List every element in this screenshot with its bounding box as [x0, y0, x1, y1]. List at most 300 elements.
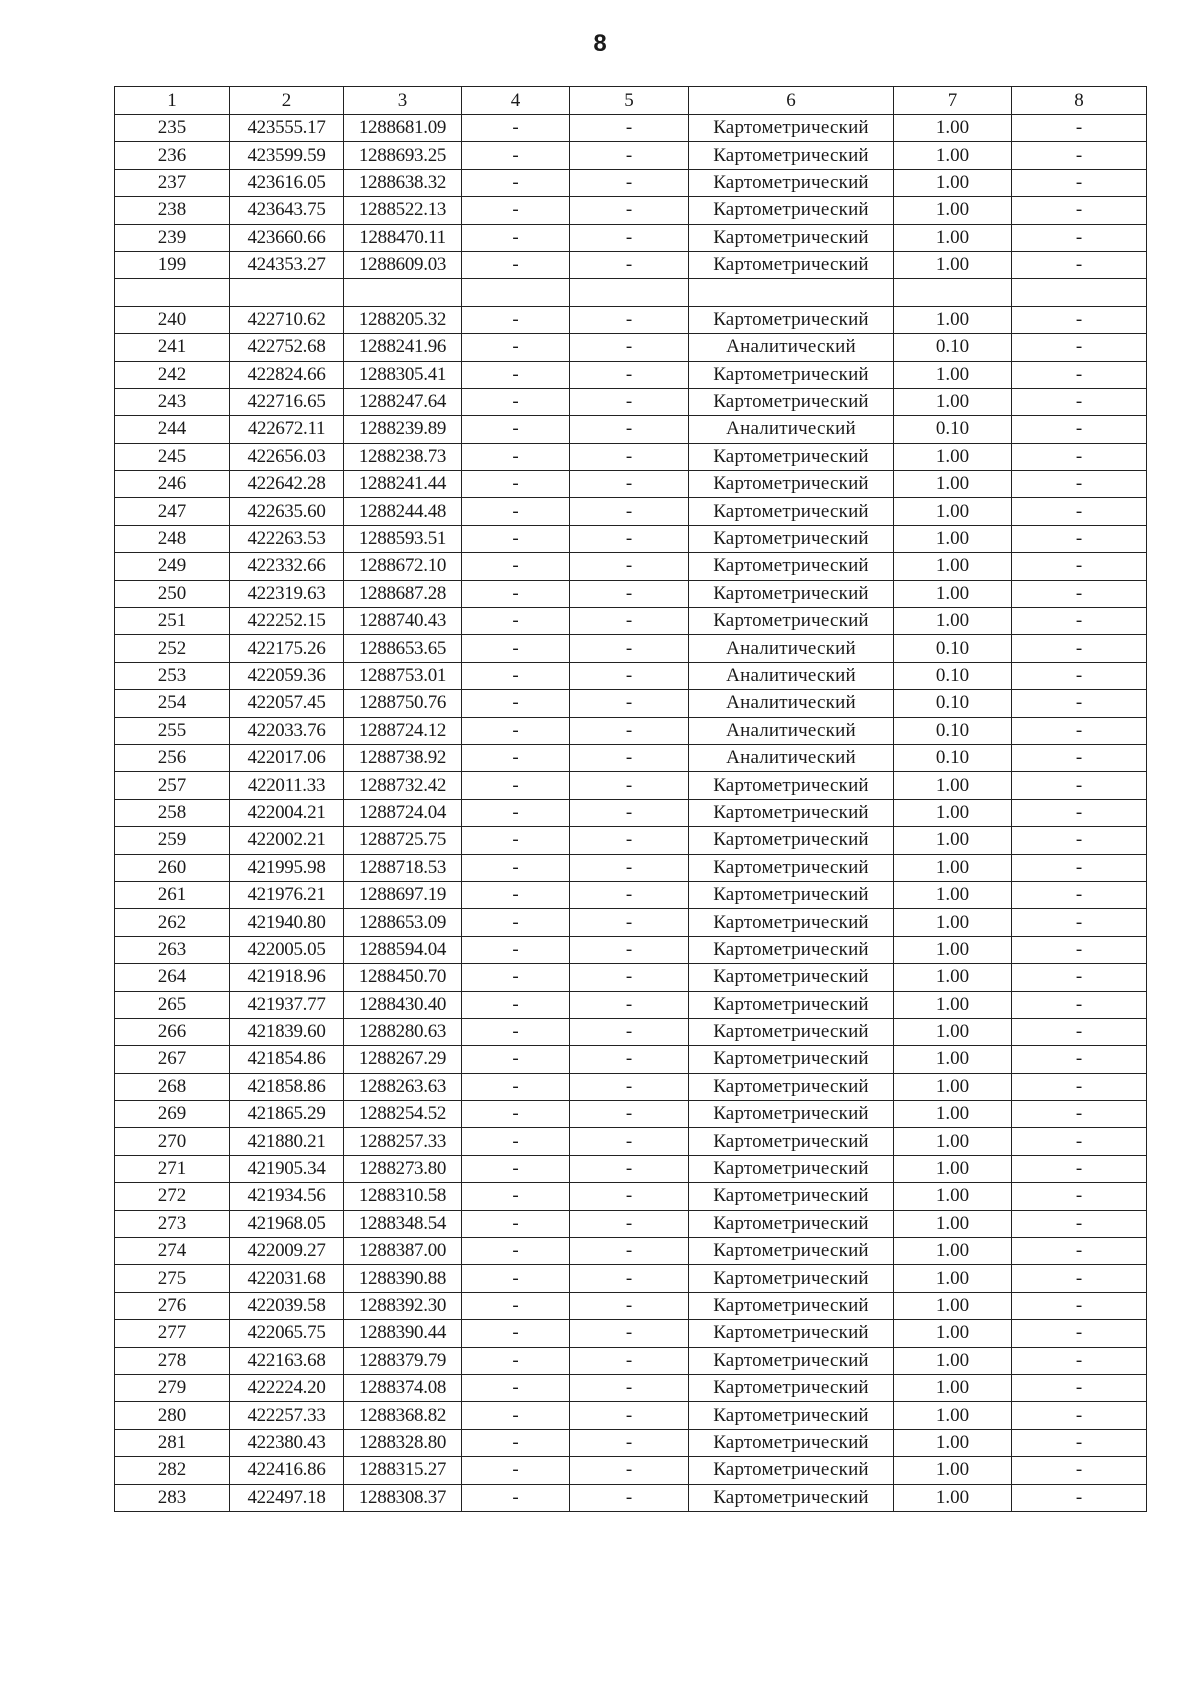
cell-method: Картометрический [689, 1347, 894, 1374]
cell-x-coordinate: 422319.63 [230, 580, 344, 607]
cell-method: Картометрический [689, 169, 894, 196]
cell-col-8: - [1012, 1374, 1147, 1401]
cell-col-8: - [1012, 936, 1147, 963]
cell-x-coordinate: 422175.26 [230, 635, 344, 662]
cell-x-coordinate: 421858.86 [230, 1073, 344, 1100]
cell-point-number: 282 [115, 1457, 230, 1484]
cell-point-number: 243 [115, 388, 230, 415]
column-header-8: 8 [1012, 87, 1147, 115]
cell-col-8: - [1012, 388, 1147, 415]
cell-col-5: - [570, 881, 689, 908]
cell-x-coordinate: 422716.65 [230, 388, 344, 415]
cell-col-5: - [570, 1018, 689, 1045]
cell-accuracy: 1.00 [894, 1018, 1012, 1045]
cell-method: Картометрический [689, 881, 894, 908]
cell-accuracy: 0.10 [894, 334, 1012, 361]
cell-point-number: 244 [115, 416, 230, 443]
cell-col-8: - [1012, 827, 1147, 854]
cell-col-8: - [1012, 909, 1147, 936]
cell-col-8: - [1012, 662, 1147, 689]
cell-method: Картометрический [689, 1292, 894, 1319]
cell-col-4: - [462, 361, 570, 388]
cell-x-coordinate: 421905.34 [230, 1155, 344, 1182]
cell-point-number: 262 [115, 909, 230, 936]
cell-method: Картометрический [689, 306, 894, 333]
cell-x-coordinate: 422416.86 [230, 1457, 344, 1484]
cell-x-coordinate: 423555.17 [230, 115, 344, 142]
cell-x-coordinate: 421937.77 [230, 991, 344, 1018]
cell-accuracy: 1.00 [894, 909, 1012, 936]
table-row [115, 251, 1147, 278]
cell-col-5: - [570, 1238, 689, 1265]
cell-accuracy: 1.00 [894, 1457, 1012, 1484]
cell-col-4: - [462, 772, 570, 799]
cell-col-8: - [1012, 1101, 1147, 1128]
cell-col-8: - [1012, 251, 1147, 278]
coordinates-table [114, 86, 1147, 1512]
cell-point-number: 249 [115, 553, 230, 580]
cell-accuracy: 0.10 [894, 416, 1012, 443]
cell-col-8: - [1012, 1238, 1147, 1265]
table-row [115, 1347, 1147, 1374]
cell-accuracy: 1.00 [894, 1429, 1012, 1456]
cell-y-coordinate: 1288693.25 [344, 142, 462, 169]
cell-x-coordinate: 422065.75 [230, 1320, 344, 1347]
cell-point-number: 258 [115, 799, 230, 826]
cell-method: Картометрический [689, 1374, 894, 1401]
cell-point-number: 283 [115, 1484, 230, 1511]
cell-col-8: - [1012, 608, 1147, 635]
table-row [115, 1238, 1147, 1265]
cell-method: Картометрический [689, 772, 894, 799]
cell-method: Картометрический [689, 1073, 894, 1100]
cell-x-coordinate: 422031.68 [230, 1265, 344, 1292]
cell-accuracy: 1.00 [894, 1347, 1012, 1374]
cell-col-5: - [570, 1320, 689, 1347]
cell-col-8: - [1012, 224, 1147, 251]
cell-method: Картометрический [689, 443, 894, 470]
cell-accuracy: 1.00 [894, 142, 1012, 169]
cell-x-coordinate: 422002.21 [230, 827, 344, 854]
table-row [115, 525, 1147, 552]
cell-col-5: - [570, 717, 689, 744]
cell-x-coordinate: 422672.11 [230, 416, 344, 443]
cell-col-4: - [462, 580, 570, 607]
cell-col-4: - [462, 1457, 570, 1484]
column-header-7: 7 [894, 87, 1012, 115]
cell-x-coordinate: 422257.33 [230, 1402, 344, 1429]
cell-accuracy [894, 279, 1012, 306]
cell-col-8: - [1012, 115, 1147, 142]
cell-point-number: 248 [115, 525, 230, 552]
cell-method: Аналитический [689, 635, 894, 662]
cell-method: Картометрический [689, 1429, 894, 1456]
cell-x-coordinate: 422824.66 [230, 361, 344, 388]
cell-col-5: - [570, 1374, 689, 1401]
cell-col-4: - [462, 827, 570, 854]
cell-col-4: - [462, 1429, 570, 1456]
cell-accuracy: 1.00 [894, 525, 1012, 552]
cell-col-4: - [462, 1210, 570, 1237]
cell-point-number: 241 [115, 334, 230, 361]
cell-col-5: - [570, 388, 689, 415]
cell-y-coordinate: 1288280.63 [344, 1018, 462, 1045]
cell-accuracy: 1.00 [894, 580, 1012, 607]
cell-col-5: - [570, 854, 689, 881]
cell-col-4: - [462, 690, 570, 717]
cell-y-coordinate: 1288392.30 [344, 1292, 462, 1319]
column-header-6: 6 [689, 87, 894, 115]
cell-method: Картометрический [689, 1320, 894, 1347]
column-header-3: 3 [344, 87, 462, 115]
cell-accuracy: 1.00 [894, 854, 1012, 881]
cell-x-coordinate: 422263.53 [230, 525, 344, 552]
cell-y-coordinate: 1288238.73 [344, 443, 462, 470]
cell-col-4: - [462, 717, 570, 744]
cell-point-number: 240 [115, 306, 230, 333]
cell-x-coordinate: 422380.43 [230, 1429, 344, 1456]
cell-y-coordinate: 1288609.03 [344, 251, 462, 278]
cell-x-coordinate: 421968.05 [230, 1210, 344, 1237]
cell-point-number: 247 [115, 498, 230, 525]
cell-y-coordinate: 1288390.88 [344, 1265, 462, 1292]
cell-col-8: - [1012, 1429, 1147, 1456]
cell-method: Картометрический [689, 991, 894, 1018]
cell-point-number: 273 [115, 1210, 230, 1237]
cell-col-8: - [1012, 361, 1147, 388]
cell-col-4: - [462, 525, 570, 552]
column-header-2: 2 [230, 87, 344, 115]
cell-x-coordinate: 422057.45 [230, 690, 344, 717]
cell-col-8: - [1012, 1402, 1147, 1429]
cell-accuracy: 1.00 [894, 991, 1012, 1018]
cell-col-5: - [570, 608, 689, 635]
cell-method: Картометрический [689, 115, 894, 142]
table-row [115, 1484, 1147, 1511]
table-row [115, 608, 1147, 635]
cell-point-number: 274 [115, 1238, 230, 1265]
cell-col-4: - [462, 1484, 570, 1511]
cell-method: Картометрический [689, 498, 894, 525]
cell-col-4: - [462, 334, 570, 361]
cell-col-4: - [462, 936, 570, 963]
cell-y-coordinate: 1288241.96 [344, 334, 462, 361]
table-row [115, 388, 1147, 415]
table-row [115, 471, 1147, 498]
cell-col-5: - [570, 1484, 689, 1511]
cell-col-4: - [462, 251, 570, 278]
cell-point-number: 267 [115, 1046, 230, 1073]
table-row [115, 416, 1147, 443]
cell-accuracy: 0.10 [894, 690, 1012, 717]
cell-col-8: - [1012, 854, 1147, 881]
cell-method: Картометрический [689, 388, 894, 415]
cell-point-number: 268 [115, 1073, 230, 1100]
cell-col-8: - [1012, 580, 1147, 607]
cell-method: Картометрический [689, 251, 894, 278]
cell-col-5: - [570, 169, 689, 196]
cell-y-coordinate: 1288254.52 [344, 1101, 462, 1128]
cell-method: Картометрический [689, 608, 894, 635]
cell-x-coordinate: 424353.27 [230, 251, 344, 278]
cell-point-number: 257 [115, 772, 230, 799]
cell-col-5: - [570, 827, 689, 854]
cell-col-5: - [570, 306, 689, 333]
cell-method [689, 279, 894, 306]
cell-x-coordinate: 422163.68 [230, 1347, 344, 1374]
cell-y-coordinate: 1288750.76 [344, 690, 462, 717]
cell-col-4: - [462, 1265, 570, 1292]
cell-col-4: - [462, 909, 570, 936]
cell-point-number: 264 [115, 964, 230, 991]
cell-col-4: - [462, 1320, 570, 1347]
table-row [115, 169, 1147, 196]
cell-x-coordinate: 422224.20 [230, 1374, 344, 1401]
table-row [115, 1429, 1147, 1456]
cell-y-coordinate: 1288740.43 [344, 608, 462, 635]
cell-accuracy: 1.00 [894, 471, 1012, 498]
cell-accuracy: 1.00 [894, 1484, 1012, 1511]
cell-point-number: 235 [115, 115, 230, 142]
cell-accuracy: 0.10 [894, 717, 1012, 744]
table-row [115, 553, 1147, 580]
cell-col-5: - [570, 964, 689, 991]
cell-col-5: - [570, 1265, 689, 1292]
table-row [115, 1210, 1147, 1237]
cell-point-number [115, 279, 230, 306]
cell-method: Картометрический [689, 1128, 894, 1155]
cell-col-5: - [570, 334, 689, 361]
cell-method: Картометрический [689, 197, 894, 224]
cell-y-coordinate: 1288390.44 [344, 1320, 462, 1347]
cell-y-coordinate: 1288522.13 [344, 197, 462, 224]
cell-col-8: - [1012, 1210, 1147, 1237]
cell-y-coordinate: 1288593.51 [344, 525, 462, 552]
table-row [115, 1018, 1147, 1045]
cell-col-5: - [570, 443, 689, 470]
table-row [115, 1265, 1147, 1292]
cell-y-coordinate: 1288738.92 [344, 744, 462, 771]
cell-y-coordinate: 1288724.04 [344, 799, 462, 826]
cell-col-5: - [570, 662, 689, 689]
cell-method: Картометрический [689, 525, 894, 552]
table-row [115, 224, 1147, 251]
cell-col-4: - [462, 744, 570, 771]
cell-method: Картометрический [689, 361, 894, 388]
cell-x-coordinate: 422710.62 [230, 306, 344, 333]
cell-point-number: 278 [115, 1347, 230, 1374]
cell-method: Картометрический [689, 854, 894, 881]
cell-col-8: - [1012, 772, 1147, 799]
table-row [115, 1292, 1147, 1319]
cell-point-number: 259 [115, 827, 230, 854]
cell-point-number: 252 [115, 635, 230, 662]
cell-col-8: - [1012, 1320, 1147, 1347]
cell-col-4: - [462, 443, 570, 470]
cell-accuracy: 1.00 [894, 964, 1012, 991]
cell-col-5: - [570, 1073, 689, 1100]
cell-point-number: 265 [115, 991, 230, 1018]
cell-y-coordinate: 1288241.44 [344, 471, 462, 498]
cell-y-coordinate: 1288430.40 [344, 991, 462, 1018]
cell-col-5: - [570, 197, 689, 224]
cell-accuracy: 1.00 [894, 443, 1012, 470]
cell-accuracy: 1.00 [894, 1073, 1012, 1100]
cell-col-8: - [1012, 197, 1147, 224]
cell-col-4: - [462, 1128, 570, 1155]
cell-col-5: - [570, 1429, 689, 1456]
cell-point-number: 255 [115, 717, 230, 744]
cell-x-coordinate: 421865.29 [230, 1101, 344, 1128]
cell-point-number: 251 [115, 608, 230, 635]
cell-col-4: - [462, 1292, 570, 1319]
cell-x-coordinate: 423643.75 [230, 197, 344, 224]
cell-col-8: - [1012, 169, 1147, 196]
cell-accuracy: 1.00 [894, 1046, 1012, 1073]
cell-point-number: 266 [115, 1018, 230, 1045]
cell-col-4: - [462, 1101, 570, 1128]
cell-x-coordinate: 422656.03 [230, 443, 344, 470]
cell-point-number: 236 [115, 142, 230, 169]
cell-col-5: - [570, 991, 689, 1018]
cell-col-4: - [462, 964, 570, 991]
cell-method: Аналитический [689, 744, 894, 771]
cell-col-4: - [462, 471, 570, 498]
cell-col-4: - [462, 635, 570, 662]
cell-accuracy: 1.00 [894, 1183, 1012, 1210]
cell-col-5: - [570, 1155, 689, 1182]
cell-y-coordinate: 1288638.32 [344, 169, 462, 196]
table-row [115, 1374, 1147, 1401]
cell-method: Картометрический [689, 553, 894, 580]
cell-method: Картометрический [689, 936, 894, 963]
cell-point-number: 260 [115, 854, 230, 881]
cell-col-4: - [462, 1374, 570, 1401]
cell-accuracy: 1.00 [894, 553, 1012, 580]
cell-col-5: - [570, 635, 689, 662]
cell-method: Картометрический [689, 1210, 894, 1237]
cell-col-8: - [1012, 964, 1147, 991]
cell-col-5: - [570, 251, 689, 278]
cell-method: Картометрический [689, 1457, 894, 1484]
cell-point-number: 272 [115, 1183, 230, 1210]
cell-y-coordinate: 1288239.89 [344, 416, 462, 443]
table-row [115, 909, 1147, 936]
column-header-4: 4 [462, 87, 570, 115]
cell-point-number: 239 [115, 224, 230, 251]
cell-accuracy: 1.00 [894, 1101, 1012, 1128]
cell-y-coordinate: 1288653.65 [344, 635, 462, 662]
cell-col-4: - [462, 553, 570, 580]
cell-col-4: - [462, 854, 570, 881]
cell-col-5: - [570, 142, 689, 169]
cell-point-number: 276 [115, 1292, 230, 1319]
cell-point-number: 256 [115, 744, 230, 771]
cell-x-coordinate: 421940.80 [230, 909, 344, 936]
cell-point-number: 245 [115, 443, 230, 470]
cell-col-4: - [462, 608, 570, 635]
cell-y-coordinate: 1288244.48 [344, 498, 462, 525]
cell-col-4: - [462, 662, 570, 689]
cell-y-coordinate: 1288348.54 [344, 1210, 462, 1237]
cell-col-4 [462, 279, 570, 306]
cell-y-coordinate: 1288753.01 [344, 662, 462, 689]
cell-y-coordinate: 1288247.64 [344, 388, 462, 415]
cell-x-coordinate: 421918.96 [230, 964, 344, 991]
cell-accuracy: 1.00 [894, 772, 1012, 799]
cell-x-coordinate: 422004.21 [230, 799, 344, 826]
cell-accuracy: 1.00 [894, 224, 1012, 251]
cell-method: Картометрический [689, 224, 894, 251]
cell-col-5: - [570, 224, 689, 251]
cell-y-coordinate: 1288315.27 [344, 1457, 462, 1484]
cell-col-4: - [462, 1073, 570, 1100]
cell-x-coordinate: 422642.28 [230, 471, 344, 498]
cell-col-8: - [1012, 1046, 1147, 1073]
cell-x-coordinate: 421880.21 [230, 1128, 344, 1155]
cell-col-5: - [570, 553, 689, 580]
cell-accuracy: 1.00 [894, 197, 1012, 224]
cell-accuracy: 0.10 [894, 744, 1012, 771]
cell-point-number: 275 [115, 1265, 230, 1292]
cell-col-5: - [570, 1210, 689, 1237]
cell-col-8: - [1012, 744, 1147, 771]
cell-col-4: - [462, 1155, 570, 1182]
table-row [115, 799, 1147, 826]
cell-method: Картометрический [689, 1402, 894, 1429]
table-row [115, 772, 1147, 799]
cell-y-coordinate: 1288368.82 [344, 1402, 462, 1429]
table-row [115, 1402, 1147, 1429]
table-body [115, 87, 1147, 1512]
table-row [115, 279, 1147, 306]
cell-x-coordinate [230, 279, 344, 306]
cell-accuracy: 1.00 [894, 251, 1012, 278]
cell-method: Картометрический [689, 799, 894, 826]
cell-col-8: - [1012, 1155, 1147, 1182]
table-row [115, 1457, 1147, 1484]
cell-col-5: - [570, 1402, 689, 1429]
cell-x-coordinate: 422017.06 [230, 744, 344, 771]
table-row [115, 361, 1147, 388]
cell-method: Картометрический [689, 1046, 894, 1073]
cell-x-coordinate: 422332.66 [230, 553, 344, 580]
table-header-row [115, 87, 1147, 115]
cell-y-coordinate: 1288387.00 [344, 1238, 462, 1265]
cell-col-8: - [1012, 334, 1147, 361]
cell-accuracy: 1.00 [894, 1210, 1012, 1237]
cell-y-coordinate: 1288732.42 [344, 772, 462, 799]
cell-x-coordinate: 421976.21 [230, 881, 344, 908]
cell-col-5: - [570, 1292, 689, 1319]
cell-col-5: - [570, 361, 689, 388]
table-row [115, 964, 1147, 991]
table-row [115, 334, 1147, 361]
cell-accuracy: 1.00 [894, 498, 1012, 525]
cell-point-number: 199 [115, 251, 230, 278]
cell-col-5: - [570, 1046, 689, 1073]
cell-col-4: - [462, 115, 570, 142]
cell-col-4: - [462, 881, 570, 908]
cell-col-4: - [462, 1347, 570, 1374]
cell-accuracy: 1.00 [894, 1155, 1012, 1182]
cell-col-5: - [570, 744, 689, 771]
cell-x-coordinate: 422009.27 [230, 1238, 344, 1265]
cell-col-5 [570, 279, 689, 306]
cell-y-coordinate: 1288273.80 [344, 1155, 462, 1182]
cell-accuracy: 1.00 [894, 1128, 1012, 1155]
cell-col-8: - [1012, 1292, 1147, 1319]
